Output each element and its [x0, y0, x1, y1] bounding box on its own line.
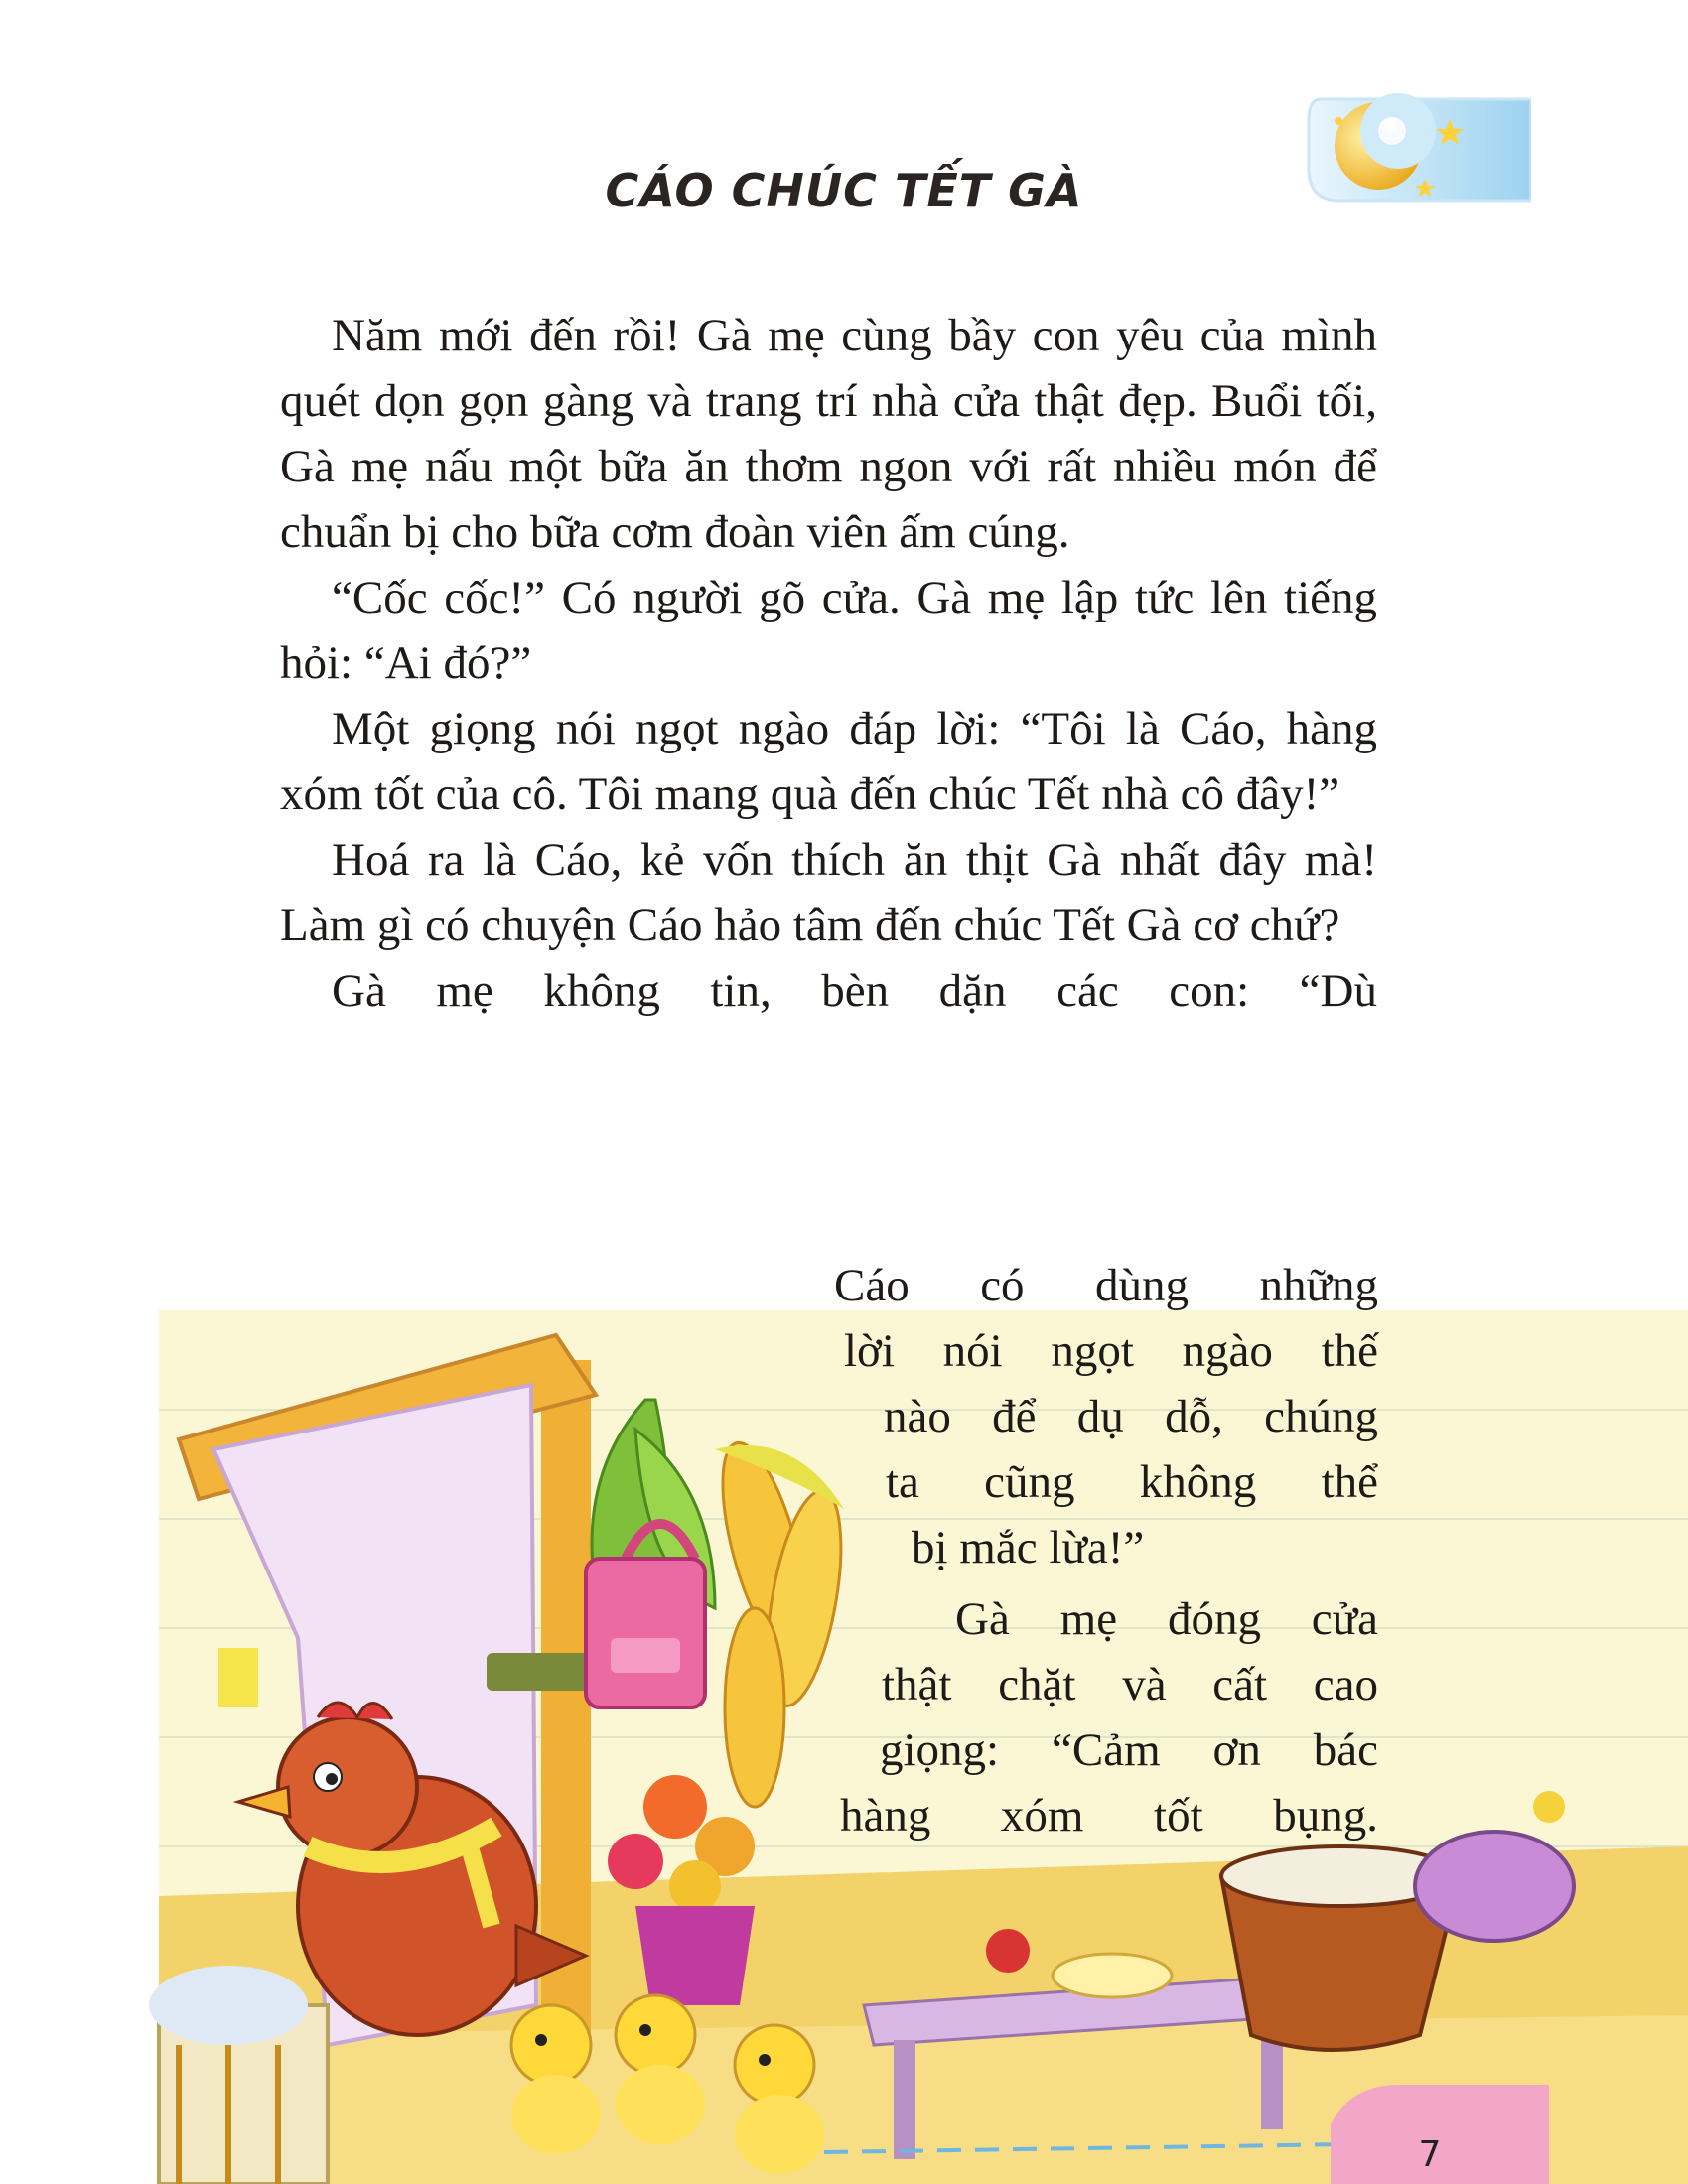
kitchen-illustration: [0, 1291, 1688, 2184]
wrapped-line: bị mắc lừa!”: [912, 1522, 1145, 1573]
paragraph: Một giọng nói ngọt ngào đáp lời: “Tôi là Cáo, hàng xóm tốt của cô. Tôi mang quà đến chúc Tết nhà cô đây!”: [280, 703, 1377, 820]
wrapped-line: Cáo có dùng những: [834, 1260, 1378, 1311]
wrapped-line: hàng xóm tốt bụng.: [840, 1790, 1378, 1842]
wrapped-line: thật chặt và cất cao: [882, 1659, 1378, 1710]
wrapped-line: Gà mẹ đóng cửa: [955, 1593, 1378, 1645]
page-number: 7: [1418, 2134, 1442, 2175]
paragraph: Hoá ra là Cáo, kẻ vốn thích ăn thịt Gà nhất đây mà! Làm gì có chuyện Cáo hảo tâm đến chúc Tết Gà cơ chứ?: [280, 834, 1377, 951]
paragraph: Gà mẹ không tin, bèn dặn các con: “Dù: [332, 965, 1377, 1017]
paragraph: “Cốc cốc!” Có người gõ cửa. Gà mẹ lập tức lên tiếng hỏi: “Ai đó?”: [280, 572, 1377, 689]
wrapped-line: nào để dụ dỗ, chúng: [884, 1391, 1378, 1442]
paragraph: Năm mới đến rồi! Gà mẹ cùng bầy con yêu của mình quét dọn gọn gàng và trang trí nhà cửa thật đẹp. Buổi tối, Gà mẹ nấu một bữa ăn thơm ngon với rất nhiều món để chuẩn bị cho bữa cơm đoàn viên ấm cúng.: [280, 310, 1377, 558]
wrapped-line: giọng: “Cảm ơn bác: [880, 1724, 1378, 1776]
story-title: CÁO CHÚC TẾT GÀ: [605, 164, 1083, 217]
wrapped-line: ta cũng không thể: [886, 1456, 1378, 1508]
story-text: [280, 303, 1377, 1024]
wrapped-line: lời nói ngọt ngào thế: [844, 1325, 1378, 1377]
